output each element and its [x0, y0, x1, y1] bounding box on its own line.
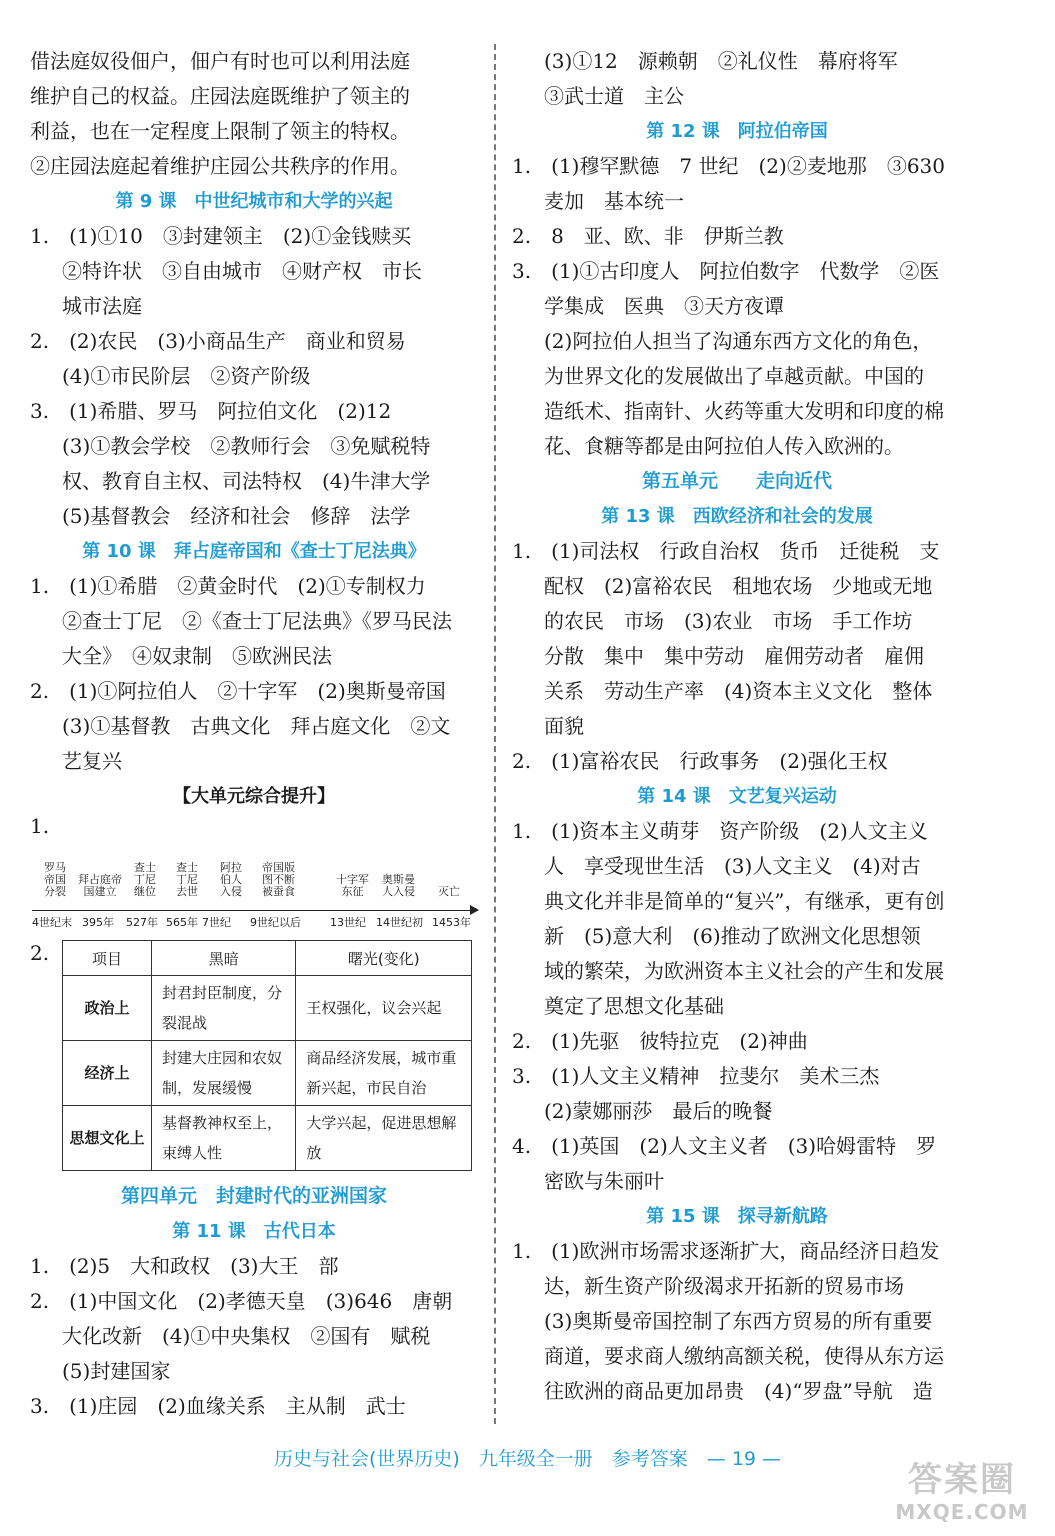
table-cell: 王权强化，议会兴起 — [296, 976, 472, 1041]
timeline-event: 阿拉 伯人 入侵 — [220, 861, 242, 898]
unit-5-heading: 第五单元 走向近代 — [641, 470, 832, 492]
text-line: 维护自己的权益。庄园法庭既维护了领主的 — [30, 84, 410, 108]
lesson-11-answers — [30, 1249, 478, 1424]
watermark-top: 答案圈 — [908, 1460, 1016, 1500]
unit-4-heading: 第四单元 封建时代的亚洲国家 — [120, 1185, 387, 1207]
answer-line: 2. (2)农民 (3)小商品生产 商业和贸易 — [30, 329, 406, 353]
answer-line: 关系 劳动生产率 (4)资本主义文化 整体 — [544, 679, 933, 703]
answer-line: 1. (1)穆罕默德 7 世纪 (2)②麦地那 ③630 — [512, 154, 945, 178]
table-row — [63, 1106, 472, 1171]
watermark-bottom: MXQE.COM — [895, 1500, 1029, 1524]
answer-line: 面貌 — [544, 714, 584, 738]
table-row — [63, 1041, 472, 1106]
answer-line: 奠定了思想文化基础 — [544, 994, 724, 1018]
answer-line: 达，新生资产阶级渴求开拓新的贸易市场 — [544, 1274, 904, 1298]
lesson-15-heading: 第 15 课 探寻新航路 — [646, 1206, 828, 1227]
history-timeline — [30, 838, 478, 938]
question-number: 1. — [30, 814, 50, 838]
answer-line: (3)奥斯曼帝国控制了东西方贸易的所有重要 — [544, 1309, 933, 1333]
answer-line: 域的繁荣，为欧洲资本主义社会的产生和发展 — [544, 959, 944, 983]
timeline-date: 1453年 — [432, 916, 471, 929]
table-header: 项目 — [63, 941, 152, 976]
timeline-date: 9世纪以后 — [250, 916, 301, 929]
answer-line: 分散 集中 集中劳动 雇佣劳动者 雇佣 — [544, 644, 924, 668]
timeline-date: 565年 — [166, 916, 198, 929]
answer-line: 3. (1)人文主义精神 拉斐尔 美术三杰 — [512, 1064, 880, 1088]
lesson-10-answers — [30, 569, 478, 779]
lesson-15-answers — [512, 1234, 962, 1409]
answer-line: 人 享受现世生活 (3)人文主义 (4)对古 — [544, 854, 921, 878]
lesson-12-answers — [512, 149, 962, 464]
answer-line: 2. (1)富裕农民 行政事务 (2)强化王权 — [512, 749, 888, 773]
table-cell: 封君封臣制度，分裂混战 — [152, 976, 296, 1041]
timeline-event: 帝国版 图不断 被蚕食 — [262, 861, 295, 898]
answer-line: (2)阿拉伯人担当了沟通东西方文化的角色， — [544, 329, 933, 353]
answer-line: 2. (1)先驱 彼特拉克 (2)神曲 — [512, 1029, 808, 1053]
timeline-event: 灭亡 — [438, 885, 460, 898]
answer-line: (5)基督教会 经济和社会 修辞 法学 — [62, 504, 411, 528]
lesson-10-heading: 第 10 课 拜占庭帝国和《查士丁尼法典》 — [82, 541, 426, 562]
answer-line: 3. (1)庄园 (2)血缘关系 主从制 武士 — [30, 1394, 406, 1418]
answer-line: 大全》 ④奴隶制 ⑤欧洲民法 — [62, 644, 332, 668]
answer-line: ②查士丁尼 ②《查士丁尼法典》《罗马民法 — [62, 609, 452, 633]
timeline-event: 十字军 东征 — [336, 873, 369, 898]
answer-line: 2. (1)①阿拉伯人 ②十字军 (2)奥斯曼帝国 — [30, 679, 446, 703]
answer-line: 配权 (2)富裕农民 租地农场 少地或无地 — [544, 574, 933, 598]
answer-line: (2)蒙娜丽莎 最后的晚餐 — [544, 1099, 773, 1123]
answer-line: 3. (1)①古印度人 阿拉伯数字 代数学 ②医 — [512, 259, 940, 283]
lesson-14-answers — [512, 814, 962, 1199]
answer-line: 1. (1)①希腊 ②黄金时代 (2)①专制权力 — [30, 574, 426, 598]
table-cell: 经济上 — [63, 1041, 152, 1106]
left-column — [30, 44, 478, 1424]
lesson-12-heading: 第 12 课 阿拉伯帝国 — [646, 121, 828, 142]
answer-line: (3)①基督教 古典文化 拜占庭文化 ②文 — [62, 714, 451, 738]
table-cell: 商品经济发展，城市重新兴起，市民自治 — [296, 1041, 472, 1106]
answer-line: 的农民 市场 (3)农业 市场 手工作坊 — [544, 609, 913, 633]
timeline-arrow-icon — [470, 905, 479, 915]
unit-review-heading: 【大单元综合提升】 — [173, 786, 335, 807]
answer-line: 权、教育自主权、司法特权 (4)牛津大学 — [62, 469, 431, 493]
timeline-event: 罗马 帝国 分裂 — [44, 861, 66, 898]
answer-line: 城市法庭 — [62, 294, 142, 318]
answer-line: ②特许状 ③自由城市 ④财产权 市长 — [62, 259, 422, 283]
left-intro — [30, 44, 478, 184]
answer-line: 3. (1)希腊、罗马 阿拉伯文化 (2)12 — [30, 399, 392, 423]
timeline-event: 拜占庭帝 国建立 — [78, 873, 122, 898]
timeline-axis — [32, 910, 478, 911]
answer-line: ③武士道 主公 — [544, 84, 684, 108]
answer-line: 往欧洲的商品更加昂贵 (4)“罗盘”导航 造 — [544, 1379, 933, 1403]
answer-line: (3)①12 源赖朝 ②礼仪性 幕府将军 — [544, 49, 898, 73]
lesson-13-heading: 第 13 课 西欧经济和社会的发展 — [601, 506, 873, 527]
answer-line: 4. (1)英国 (2)人文主义者 (3)哈姆雷特 罗 — [512, 1134, 937, 1158]
table-cell: 基督教神权至上，束缚人性 — [152, 1106, 296, 1171]
timeline-event: 奥斯曼 人入侵 — [382, 873, 415, 898]
answer-line: 商道，要求商人缴纳高额关税，使得从东方运 — [544, 1344, 944, 1368]
answer-line: 1. (1)司法权 行政自治权 货币 迁徙税 支 — [512, 539, 940, 563]
page-footer: 历史与社会(世界历史) 九年级全一册 参考答案 — 19 — — [273, 1448, 782, 1470]
answer-line: 学集成 医典 ③天方夜谭 — [544, 294, 784, 318]
answer-line: (5)封建国家 — [62, 1359, 171, 1383]
answer-line: 麦加 基本统一 — [544, 189, 684, 213]
answer-line: 1. (1)欧洲市场需求逐渐扩大，商品经济日趋发 — [512, 1239, 940, 1263]
answer-line: 1. (1)①10 ③封建领主 (2)①金钱赎买 — [30, 224, 412, 248]
lesson-14-heading: 第 14 课 文艺复兴运动 — [637, 786, 837, 807]
table-row — [63, 976, 472, 1041]
lesson-11-heading: 第 11 课 古代日本 — [172, 1221, 336, 1242]
timeline-date: 4世纪末 — [32, 916, 72, 929]
table-cell: 封建大庄园和农奴制，发展缓慢 — [152, 1041, 296, 1106]
lesson-13-answers — [512, 534, 962, 779]
answer-line: (3)①教会学校 ②教师行会 ③免赋税特 — [62, 434, 431, 458]
timeline-date: 395年 — [82, 916, 114, 929]
comparison-block — [30, 940, 478, 1171]
answer-line: 典文化并非是简单的“复兴”，有继承，更有创 — [544, 889, 945, 913]
text-line: 利益，也在一定程度上限制了领主的特权。 — [30, 119, 410, 143]
lesson-9-answers — [30, 219, 478, 534]
timeline-event: 查士 丁尼 去世 — [176, 861, 198, 898]
timeline-date: 7世纪 — [202, 916, 231, 929]
text-line: ②庄园法庭起着维护庄园公共秩序的作用。 — [30, 154, 410, 178]
right-column — [512, 44, 962, 1409]
answer-line: 花、食糖等都是由阿拉伯人传入欧洲的。 — [544, 434, 904, 458]
timeline-date: 527年 — [126, 916, 158, 929]
text-line: 借法庭奴役佃户，佃户有时也可以利用法庭 — [30, 49, 410, 73]
answer-line: (4)①市民阶层 ②资产阶级 — [62, 364, 311, 388]
table-cell: 思想文化上 — [63, 1106, 152, 1171]
lesson-9-heading: 第 9 课 中世纪城市和大学的兴起 — [115, 191, 393, 212]
right-intro — [512, 44, 962, 114]
answer-line: 新 (5)意大利 (6)推动了欧洲文化思想领 — [544, 924, 921, 948]
table-header: 曙光(变化) — [296, 941, 472, 976]
question-number: 2. — [30, 941, 50, 965]
answer-line: 密欧与朱丽叶 — [544, 1169, 664, 1193]
answer-line: 1. (1)资本主义萌芽 资产阶级 (2)人文主义 — [512, 819, 928, 843]
watermark-logo — [887, 1460, 1037, 1530]
table-header-row — [63, 941, 472, 976]
comparison-table — [62, 940, 472, 1171]
answer-line: 大化改新 (4)①中央集权 ②国有 赋税 — [62, 1324, 431, 1348]
column-divider — [494, 44, 496, 1424]
answer-line: 2. (1)中国文化 (2)孝德天皇 (3)646 唐朝 — [30, 1289, 453, 1313]
table-cell: 大学兴起，促进思想解放 — [296, 1106, 472, 1171]
timeline-event: 查士 丁尼 继位 — [134, 861, 156, 898]
timeline-date: 13世纪 — [330, 916, 366, 929]
answer-line: 为世界文化的发展做出了卓越贡献。中国的 — [544, 364, 924, 388]
timeline-date: 14世纪初 — [376, 916, 423, 929]
answer-line: 2. 8 亚、欧、非 伊斯兰教 — [512, 224, 784, 248]
answer-line: 艺复兴 — [62, 749, 122, 773]
answer-line: 1. (2)5 大和政权 (3)大王 部 — [30, 1254, 339, 1278]
table-cell: 政治上 — [63, 976, 152, 1041]
table-header: 黑暗 — [152, 941, 296, 976]
answer-line: 造纸术、指南针、火药等重大发明和印度的棉 — [544, 399, 944, 423]
